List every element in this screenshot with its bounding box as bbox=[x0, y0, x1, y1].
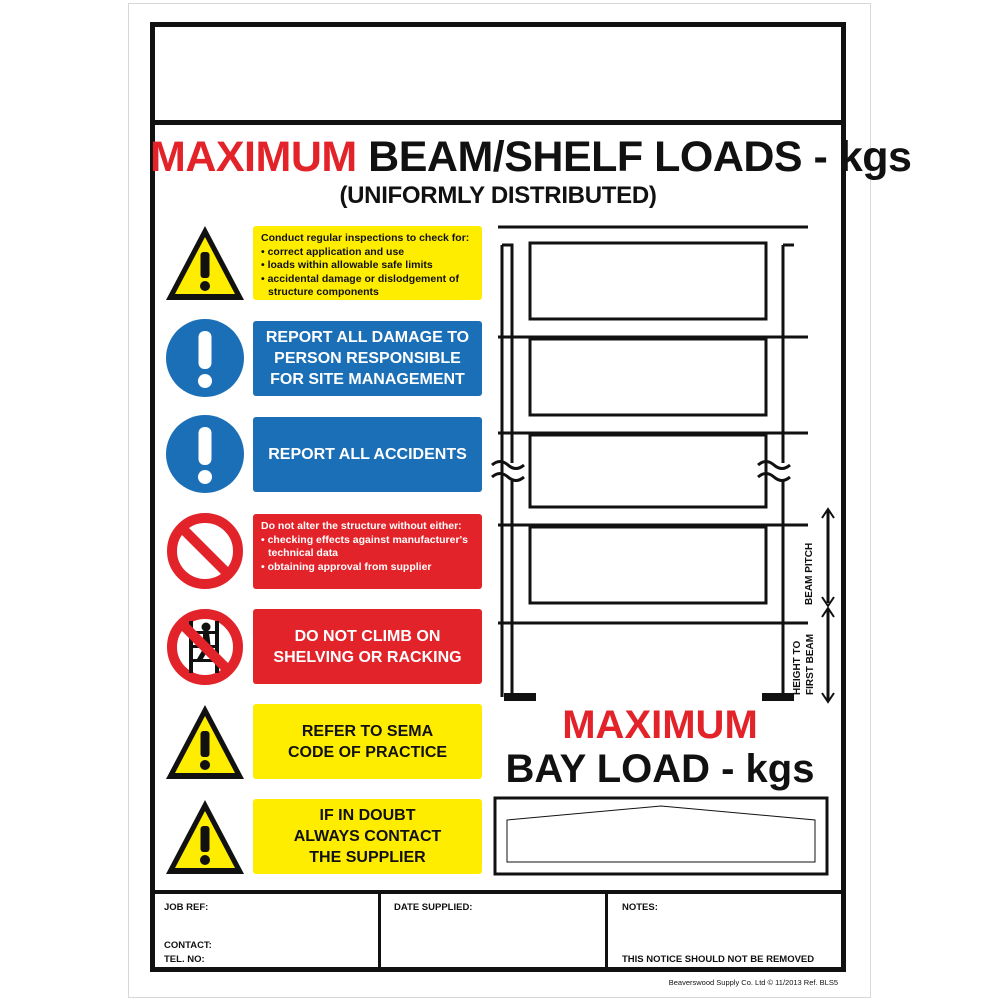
exclamation-mandatory-icon bbox=[165, 318, 245, 398]
bay-load-maximum: MAXIMUM bbox=[562, 703, 758, 747]
title-maximum: MAXIMUM bbox=[150, 133, 357, 181]
panel-line: CODE OF PRACTICE bbox=[287, 743, 448, 761]
subtitle: (UNIFORMLY DISTRIBUTED) bbox=[339, 182, 657, 209]
footer-divider bbox=[605, 894, 608, 972]
bay-load-label: BAY LOAD - kgs bbox=[505, 747, 815, 791]
report-damage-panel bbox=[253, 321, 482, 396]
warning-triangle-icon bbox=[162, 796, 248, 878]
job-ref-label: JOB REF: bbox=[164, 902, 209, 913]
title-beam-shelf-loads: BEAM/SHELF LOADS - kgs bbox=[368, 133, 912, 181]
height-to-first-beam-label: HEIGHT TO bbox=[792, 640, 803, 695]
bay-load-entry-box bbox=[493, 796, 829, 876]
alter-item: • checking effects against manufacturer's technical data bbox=[261, 534, 474, 561]
notice-text: THIS NOTICE SHOULD NOT BE REMOVED bbox=[622, 954, 815, 965]
contact-supplier-panel bbox=[253, 799, 482, 874]
exclamation-mandatory-icon bbox=[165, 414, 245, 494]
panel-line: FOR SITE MANAGEMENT bbox=[270, 371, 465, 388]
beam-pitch-label: BEAM PITCH bbox=[804, 542, 815, 605]
contact-label: CONTACT: bbox=[164, 940, 212, 951]
alter-intro: Do not alter the structure without either: bbox=[261, 520, 462, 532]
prohibition-icon bbox=[165, 511, 245, 591]
inspection-item: • correct application and use bbox=[261, 246, 474, 260]
main-title bbox=[150, 131, 912, 183]
panel-line: IF IN DOUBT bbox=[319, 807, 416, 824]
date-supplied-label: DATE SUPPLIED: bbox=[394, 902, 473, 913]
sema-code-panel bbox=[253, 704, 482, 779]
panel-line: SHELVING OR RACKING bbox=[273, 648, 462, 666]
inspection-item: • accidental damage or dislodgement of structure components bbox=[261, 273, 474, 300]
panel-line: PERSON RESPONSIBLE bbox=[274, 350, 461, 367]
footer-table bbox=[150, 890, 846, 972]
racking-diagram bbox=[490, 215, 840, 710]
inspection-item: • loads within allowable safe limits bbox=[261, 259, 474, 273]
footer-divider bbox=[378, 894, 381, 972]
panel-line: THE SUPPLIER bbox=[309, 849, 426, 866]
alter-item: • obtaining approval from supplier bbox=[261, 561, 474, 575]
inspection-intro: Conduct regular inspections to check for: bbox=[261, 232, 470, 244]
do-not-climb-panel bbox=[253, 609, 482, 684]
notes-label: NOTES: bbox=[622, 902, 658, 913]
inspection-panel bbox=[253, 226, 482, 300]
panel-line: REPORT ALL DAMAGE TO bbox=[265, 329, 470, 346]
warning-triangle-icon bbox=[162, 222, 248, 304]
panel-line: REPORT ALL ACCIDENTS bbox=[268, 446, 467, 463]
report-accidents-panel bbox=[253, 417, 482, 492]
no-climbing-icon bbox=[165, 607, 245, 687]
panel-line: DO NOT CLIMB ON bbox=[294, 627, 441, 645]
do-not-alter-panel bbox=[253, 514, 482, 589]
panel-line: REFER TO SEMA bbox=[301, 722, 434, 740]
warning-triangle-icon bbox=[162, 701, 248, 783]
credit-line: Beaverswood Supply Co. Ltd © 11/2013 Ref. BLS5 bbox=[668, 978, 838, 987]
blank-header-box bbox=[150, 22, 846, 125]
panel-line: ALWAYS CONTACT bbox=[293, 828, 442, 845]
tel-label: TEL. NO: bbox=[164, 954, 205, 965]
height-to-first-beam-label: FIRST BEAM bbox=[805, 633, 816, 695]
